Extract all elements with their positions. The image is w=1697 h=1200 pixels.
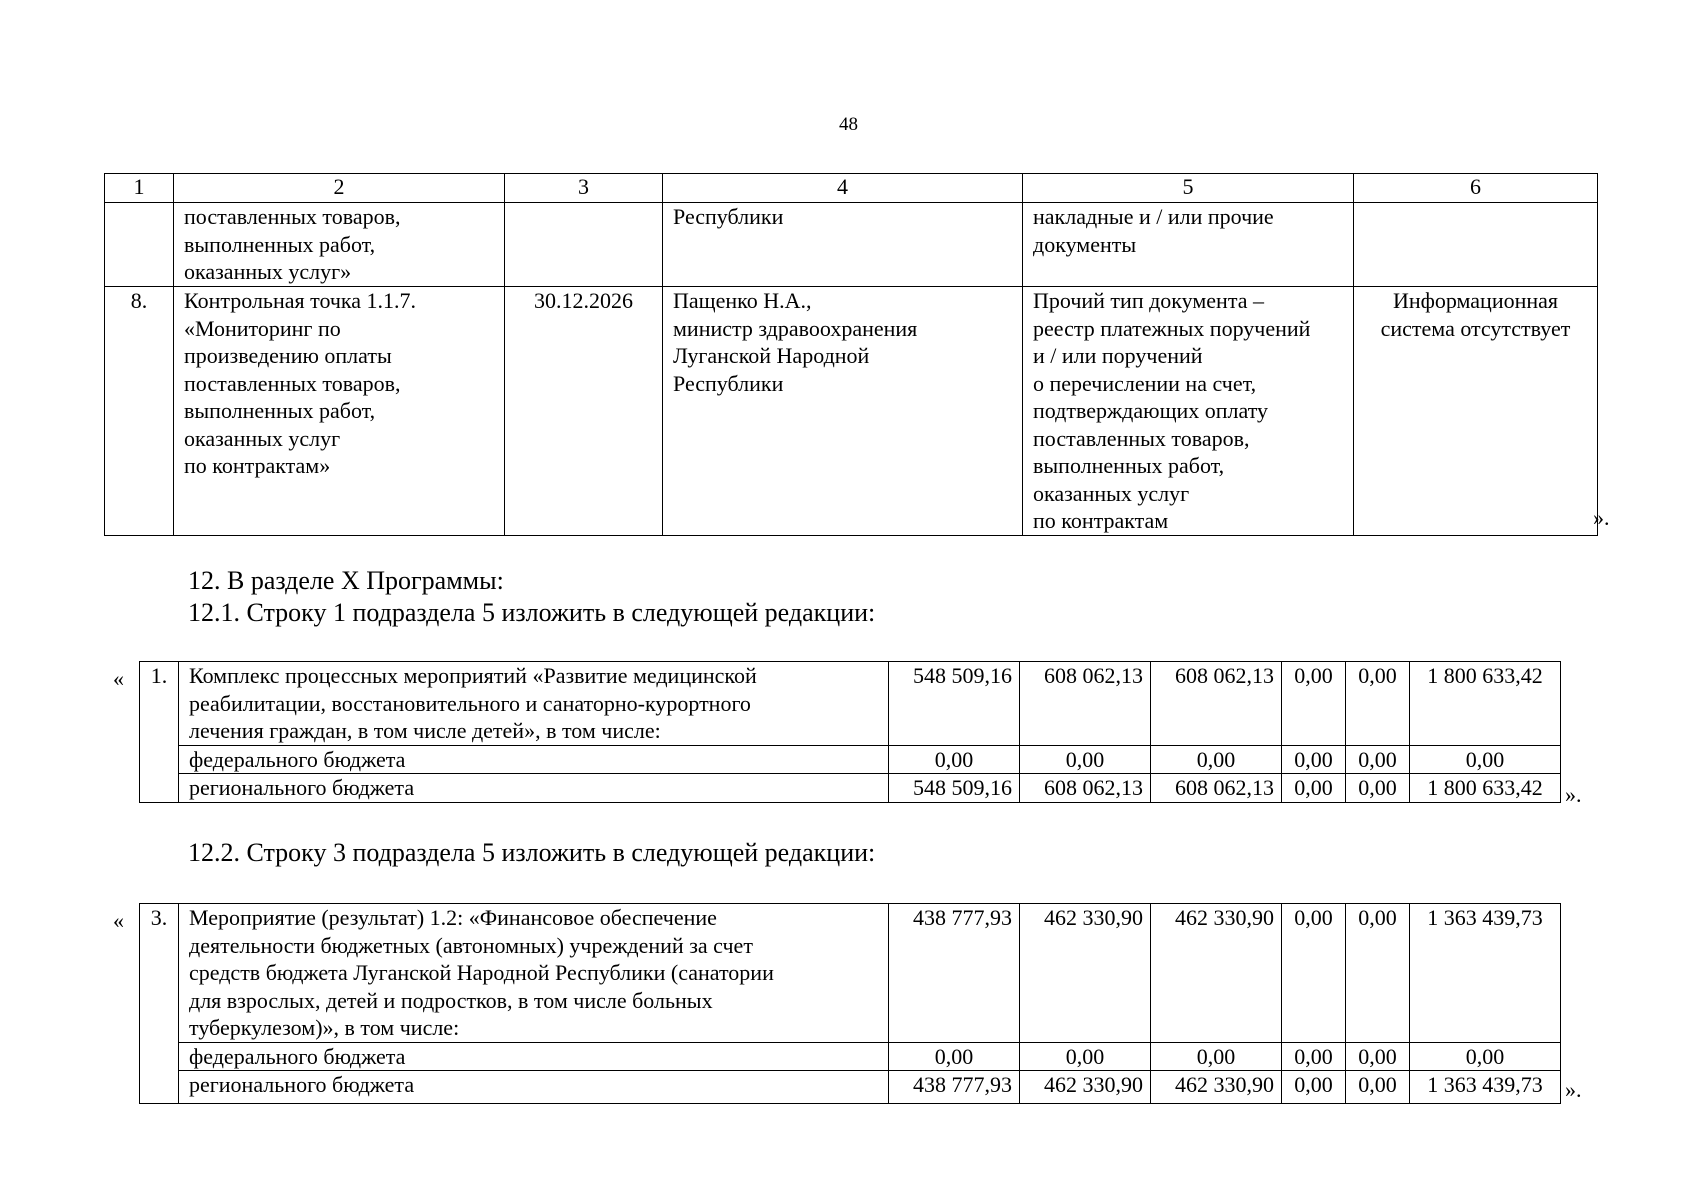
regional-budget-label: регионального бюджета [179,1071,889,1104]
value-cell: 462 330,90 [1151,904,1282,1043]
header-cell: 5 [1023,174,1354,203]
federal-budget-label: федерального бюджета [179,1042,889,1071]
row-number: 3. [140,904,179,1104]
value-cell: 438 777,93 [889,904,1020,1043]
value-cell: 462 330,90 [1151,1071,1282,1104]
table-row [140,745,1561,774]
information-system: Информационная система отсутствует [1354,287,1598,536]
header-cell: 6 [1354,174,1598,203]
value-cell: 608 062,13 [1151,774,1282,803]
value-cell: 0,00 [889,745,1020,774]
value-cell: 462 330,90 [1020,1071,1151,1104]
section-heading: 12. В разделе X Программы: [188,566,504,595]
table-row [105,203,1598,287]
value-cell: 0,00 [1346,1071,1410,1104]
value-cell: 0,00 [1346,774,1410,803]
row-number: 1. [140,662,179,803]
value-cell: 608 062,13 [1020,774,1151,803]
row-number [105,203,174,287]
table-row [140,1042,1561,1071]
value-cell: 0,00 [1282,1071,1346,1104]
opening-quote: « [113,908,124,933]
total-cell: 0,00 [1410,1042,1561,1071]
total-cell: 1 800 633,42 [1410,774,1561,803]
control-point-name: Контрольная точка 1.1.7. «Мониторинг по произведению оплаты поставленных товаров, выполненных работ, оказанных услуг по контрактам» [174,287,505,536]
federal-budget-label: федерального бюджета [179,745,889,774]
total-cell: 1 363 439,73 [1410,904,1561,1043]
closing-quote: ». [1565,782,1582,807]
budget-table-row-3 [139,903,1561,1104]
responsible-person: Республики [663,203,1023,287]
value-cell: 0,00 [1282,774,1346,803]
total-cell: 0,00 [1410,745,1561,774]
value-cell: 0,00 [1346,1042,1410,1071]
value-cell: 462 330,90 [1020,904,1151,1043]
value-cell: 0,00 [1346,745,1410,774]
value-cell: 0,00 [889,1042,1020,1071]
value-cell: 608 062,13 [1020,662,1151,746]
table-row [140,662,1561,746]
table-row [140,1071,1561,1104]
table-row [105,287,1598,536]
budget-table-row-1 [139,661,1561,803]
value-cell: 0,00 [1151,1042,1282,1071]
value-cell: 548 509,16 [889,662,1020,746]
total-cell: 1 800 633,42 [1410,662,1561,746]
program-description: Комплекс процессных мероприятий «Развитие медицинской реабилитации, восстановительного и санаторно-курортного лечения граждан, в том числе детей», в том числе: [179,662,889,746]
value-cell: 0,00 [1151,745,1282,774]
value-cell: 0,00 [1346,662,1410,746]
value-cell: 548 509,16 [889,774,1020,803]
value-cell: 0,00 [1020,1042,1151,1071]
program-description: Мероприятие (результат) 1.2: «Финансовое обеспечение деятельности бюджетных (автономных) учреждений за счет средств бюджета Луганской Народной Республики (санатории для взрослых, детей и подростков, в том числе больных туберкулезом)», в том числе: [179,904,889,1043]
table-row [140,774,1561,803]
instruction-paragraph: 12.2. Строку 3 подраздела 5 изложить в следующей редакции: [188,838,876,867]
table-header-row [105,174,1598,203]
value-cell: 0,00 [1346,904,1410,1043]
instruction-paragraph: 12.1. Строку 1 подраздела 5 изложить в следующей редакции: [188,598,876,627]
page-number: 48 [839,114,858,135]
row-number: 8. [105,287,174,536]
document-type: накладные и / или прочие документы [1023,203,1354,287]
total-cell: 1 363 439,73 [1410,1071,1561,1104]
value-cell: 438 777,93 [889,1071,1020,1104]
value-cell: 0,00 [1282,745,1346,774]
header-cell: 1 [105,174,174,203]
closing-quote: ». [1565,1077,1582,1102]
control-points-table [104,173,1598,536]
value-cell: 0,00 [1020,745,1151,774]
header-cell: 2 [174,174,505,203]
header-cell: 3 [505,174,663,203]
value-cell: 0,00 [1282,904,1346,1043]
value-cell: 608 062,13 [1151,662,1282,746]
responsible-person: Пащенко Н.А., министр здравоохранения Луганской Народной Республики [663,287,1023,536]
control-point-date: 30.12.2026 [505,287,663,536]
closing-quote: ». [1593,505,1610,530]
value-cell: 0,00 [1282,1042,1346,1071]
information-system [1354,203,1598,287]
value-cell: 0,00 [1282,662,1346,746]
control-point-name: поставленных товаров, выполненных работ, оказанных услуг» [174,203,505,287]
regional-budget-label: регионального бюджета [179,774,889,803]
control-point-date [505,203,663,287]
opening-quote: « [113,666,124,691]
document-type: Прочий тип документа – реестр платежных поручений и / или поручений о перечислении на счет, подтверждающих оплату поставленных товаров, выполненных работ, оказанных услуг по контрактам [1023,287,1354,536]
header-cell: 4 [663,174,1023,203]
table-row [140,904,1561,1043]
